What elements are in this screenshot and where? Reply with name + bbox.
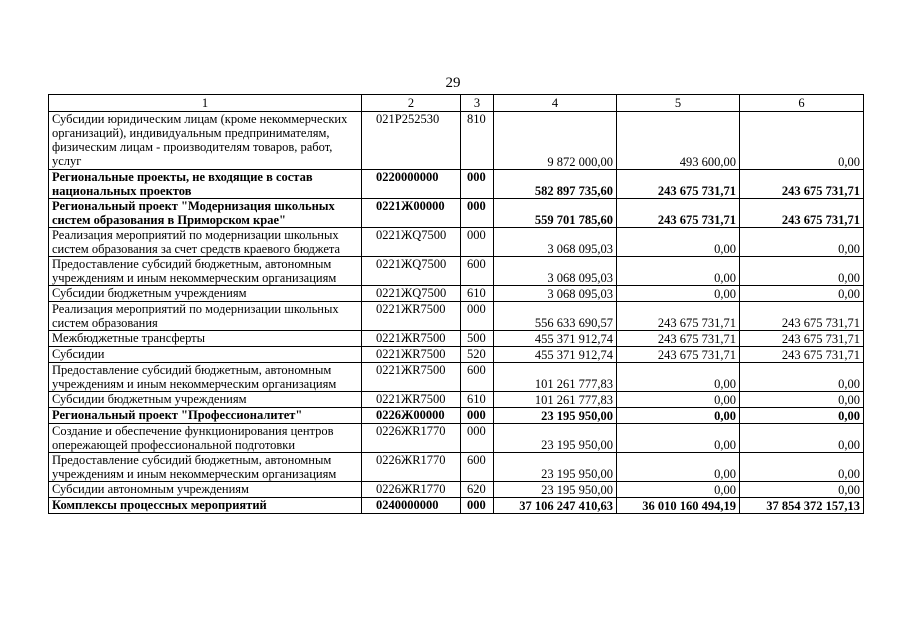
row-name-cell: Предоставление субсидий бюджетным, автономным учреждениям и иным некоммерческим организациям <box>49 363 362 392</box>
row-value-6-cell: 243 675 731,71 <box>740 302 864 331</box>
row-name-cell: Предоставление субсидий бюджетным, автономным учреждениям и иным некоммерческим организациям <box>49 257 362 286</box>
row-value-6-cell: 243 675 731,71 <box>740 199 864 228</box>
table-row <box>49 482 864 498</box>
row-code-cell: 0220000000 <box>362 170 461 199</box>
row-name-cell: Межбюджетные трансферты <box>49 331 362 347</box>
page-number: 29 <box>445 75 461 91</box>
row-value-5-cell: 243 675 731,71 <box>617 347 740 363</box>
row-value-6-cell: 0,00 <box>740 408 864 424</box>
row-name-cell: Реализация мероприятий по модернизации школьных систем образования <box>49 302 362 331</box>
row-type-cell: 000 <box>461 408 494 424</box>
row-code-cell: 0221ЖQ7500 <box>362 228 461 257</box>
row-value-5-cell: 243 675 731,71 <box>617 331 740 347</box>
row-value-4-cell: 23 195 950,00 <box>494 453 617 482</box>
table-row <box>49 257 864 286</box>
header-cell-3: 3 <box>461 95 494 112</box>
row-type-cell: 810 <box>461 112 494 170</box>
row-value-4-cell: 559 701 785,60 <box>494 199 617 228</box>
row-value-6-cell: 0,00 <box>740 286 864 302</box>
row-code-cell: 0226ЖR1770 <box>362 482 461 498</box>
row-value-5-cell: 243 675 731,71 <box>617 302 740 331</box>
table-body <box>49 95 864 514</box>
row-code-cell: 0221ЖR7500 <box>362 302 461 331</box>
row-value-6-cell: 0,00 <box>740 112 864 170</box>
row-value-4-cell: 101 261 777,83 <box>494 392 617 408</box>
row-type-cell: 600 <box>461 363 494 392</box>
row-value-4-cell: 455 371 912,74 <box>494 347 617 363</box>
row-type-cell: 000 <box>461 170 494 199</box>
row-value-6-cell: 243 675 731,71 <box>740 347 864 363</box>
row-name-cell: Субсидии <box>49 347 362 363</box>
row-name-cell: Региональные проекты, не входящие в состав национальных проектов <box>49 170 362 199</box>
row-code-cell: 0221ЖR7500 <box>362 347 461 363</box>
row-value-4-cell: 3 068 095,03 <box>494 257 617 286</box>
header-cell-2: 2 <box>362 95 461 112</box>
row-value-4-cell: 23 195 950,00 <box>494 482 617 498</box>
row-type-cell: 610 <box>461 392 494 408</box>
table-row <box>49 498 864 514</box>
row-code-cell: 0221Ж00000 <box>362 199 461 228</box>
row-value-4-cell: 582 897 735,60 <box>494 170 617 199</box>
row-value-4-cell: 23 195 950,00 <box>494 408 617 424</box>
row-value-6-cell: 0,00 <box>740 257 864 286</box>
row-value-6-cell: 0,00 <box>740 453 864 482</box>
row-value-5-cell: 36 010 160 494,19 <box>617 498 740 514</box>
row-type-cell: 000 <box>461 228 494 257</box>
row-value-6-cell: 243 675 731,71 <box>740 170 864 199</box>
row-value-5-cell: 0,00 <box>617 228 740 257</box>
row-value-5-cell: 0,00 <box>617 286 740 302</box>
table-row <box>49 408 864 424</box>
row-type-cell: 500 <box>461 331 494 347</box>
row-value-5-cell: 0,00 <box>617 408 740 424</box>
row-name-cell: Субсидии бюджетным учреждениям <box>49 286 362 302</box>
table-row <box>49 199 864 228</box>
row-value-5-cell: 0,00 <box>617 453 740 482</box>
table-row <box>49 392 864 408</box>
row-code-cell: 0226ЖR1770 <box>362 424 461 453</box>
row-value-4-cell: 9 872 000,00 <box>494 112 617 170</box>
row-name-cell: Субсидии юридическим лицам (кроме некоммерческих организаций), индивидуальным предпринимателям, физическим лицам - производителям товаров, работ, услуг <box>49 112 362 170</box>
row-value-6-cell: 37 854 372 157,13 <box>740 498 864 514</box>
header-cell-6: 6 <box>740 95 864 112</box>
row-code-cell: 0226ЖR1770 <box>362 453 461 482</box>
table-row <box>49 112 864 170</box>
table-row <box>49 302 864 331</box>
row-value-6-cell: 243 675 731,71 <box>740 331 864 347</box>
row-value-6-cell: 0,00 <box>740 228 864 257</box>
row-code-cell: 0221ЖQ7500 <box>362 286 461 302</box>
row-value-6-cell: 0,00 <box>740 392 864 408</box>
row-value-5-cell: 0,00 <box>617 363 740 392</box>
row-value-5-cell: 0,00 <box>617 482 740 498</box>
row-code-cell: 0240000000 <box>362 498 461 514</box>
row-code-cell: 021Р252530 <box>362 112 461 170</box>
row-value-4-cell: 37 106 247 410,63 <box>494 498 617 514</box>
row-code-cell: 0226Ж00000 <box>362 408 461 424</box>
row-name-cell: Предоставление субсидий бюджетным, автономным учреждениям и иным некоммерческим организациям <box>49 453 362 482</box>
table-header-row <box>49 95 864 112</box>
row-value-4-cell: 3 068 095,03 <box>494 286 617 302</box>
row-code-cell: 0221ЖR7500 <box>362 331 461 347</box>
row-type-cell: 000 <box>461 199 494 228</box>
budget-table <box>48 94 864 514</box>
row-type-cell: 000 <box>461 424 494 453</box>
row-value-6-cell: 0,00 <box>740 482 864 498</box>
row-name-cell: Субсидии автономным учреждениям <box>49 482 362 498</box>
header-cell-4: 4 <box>494 95 617 112</box>
table-row <box>49 228 864 257</box>
row-value-5-cell: 0,00 <box>617 424 740 453</box>
table-row <box>49 286 864 302</box>
row-name-cell: Создание и обеспечение функционирования центров опережающей профессиональной подготовки <box>49 424 362 453</box>
header-cell-5: 5 <box>617 95 740 112</box>
row-value-5-cell: 243 675 731,71 <box>617 199 740 228</box>
row-name-cell: Региональный проект "Модернизация школьных систем образования в Приморском крае" <box>49 199 362 228</box>
row-code-cell: 0221ЖQ7500 <box>362 257 461 286</box>
row-value-4-cell: 455 371 912,74 <box>494 331 617 347</box>
row-code-cell: 0221ЖR7500 <box>362 363 461 392</box>
row-value-4-cell: 23 195 950,00 <box>494 424 617 453</box>
row-type-cell: 000 <box>461 302 494 331</box>
row-code-cell: 0221ЖR7500 <box>362 392 461 408</box>
row-value-6-cell: 0,00 <box>740 424 864 453</box>
row-value-6-cell: 0,00 <box>740 363 864 392</box>
row-value-4-cell: 3 068 095,03 <box>494 228 617 257</box>
row-type-cell: 620 <box>461 482 494 498</box>
header-cell-1: 1 <box>49 95 362 112</box>
row-name-cell: Реализация мероприятий по модернизации школьных систем образования за счет средств краевого бюджета <box>49 228 362 257</box>
row-value-5-cell: 243 675 731,71 <box>617 170 740 199</box>
table-row <box>49 170 864 199</box>
row-value-5-cell: 0,00 <box>617 392 740 408</box>
table-row <box>49 347 864 363</box>
row-value-4-cell: 556 633 690,57 <box>494 302 617 331</box>
row-name-cell: Региональный проект "Профессионалитет" <box>49 408 362 424</box>
table-row <box>49 363 864 392</box>
row-type-cell: 610 <box>461 286 494 302</box>
row-type-cell: 000 <box>461 498 494 514</box>
row-value-5-cell: 493 600,00 <box>617 112 740 170</box>
row-type-cell: 600 <box>461 257 494 286</box>
row-value-4-cell: 101 261 777,83 <box>494 363 617 392</box>
table-row <box>49 331 864 347</box>
table-row <box>49 424 864 453</box>
row-name-cell: Субсидии бюджетным учреждениям <box>49 392 362 408</box>
row-value-5-cell: 0,00 <box>617 257 740 286</box>
row-name-cell: Комплексы процессных мероприятий <box>49 498 362 514</box>
row-type-cell: 600 <box>461 453 494 482</box>
table-row <box>49 453 864 482</box>
row-type-cell: 520 <box>461 347 494 363</box>
